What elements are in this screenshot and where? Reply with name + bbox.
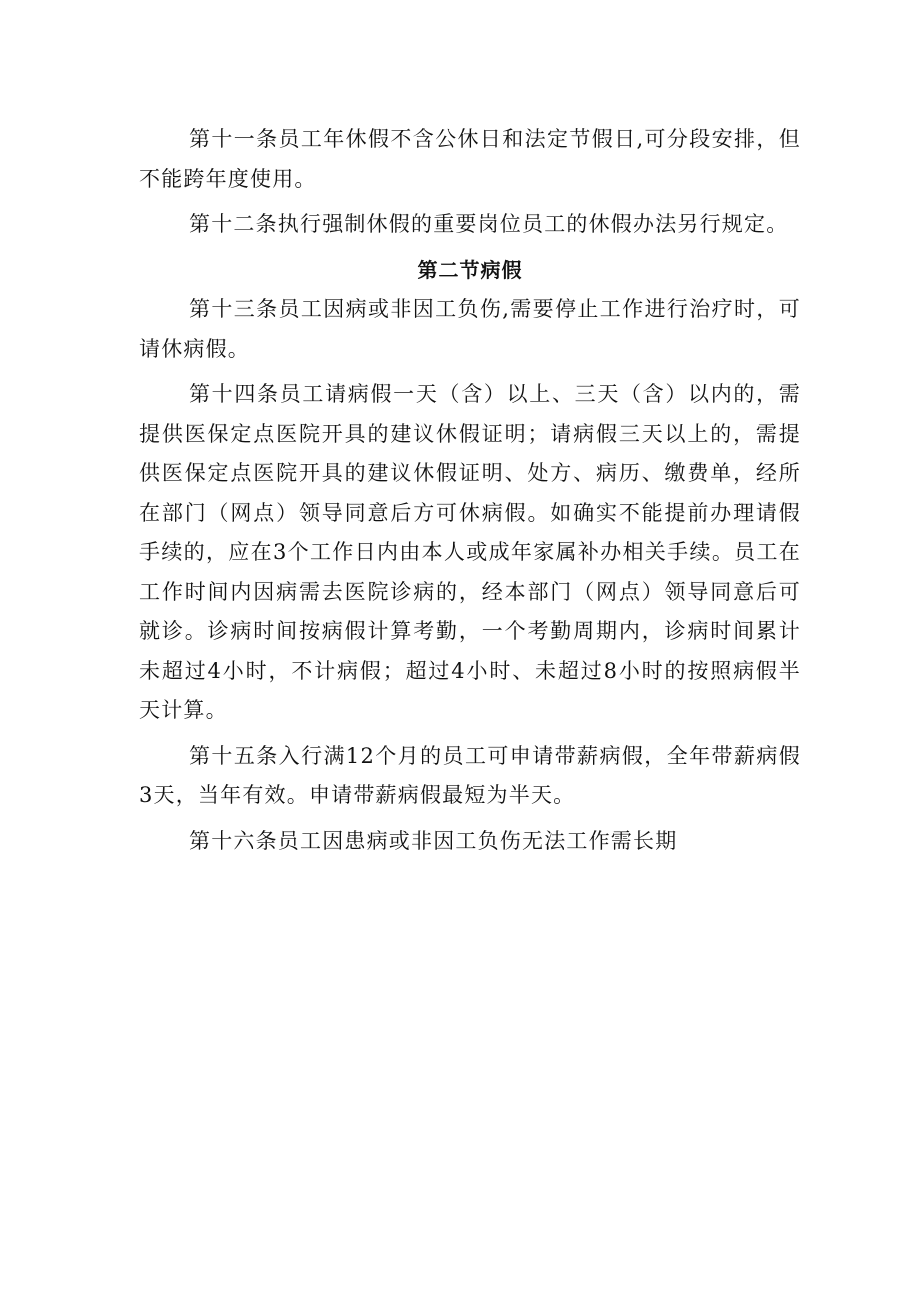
article-15: 第十五条入行满12个月的员工可申请带薪病假，全年带薪病假3天，当年有效。申请带薪病假最短为半天。 [139, 743, 801, 807]
article-12: 第十二条执行强制休假的重要岗位员工的休假办法另行规定。 [189, 212, 789, 236]
article-13: 第十三条员工因病或非因工负伤,需要停止工作进行治疗时，可请休病假。 [139, 297, 801, 361]
document-body [139, 120, 801, 861]
article-16: 第十六条员工因患病或非因工负伤无法工作需长期 [189, 828, 678, 853]
article-11: 第十一条员工年休假不含公休日和法定节假日,可分段安排，但不能跨年度使用。 [139, 127, 801, 191]
section-heading: 第二节病假 [417, 257, 523, 282]
article-14: 第十四条员工请病假一天（含）以上、三天（含）以内的，需提供医保定点医院开具的建议休假证明；请病假三天以上的，需提供医保定点医院开具的建议休假证明、处方、病历、缴费单，经所在部门（网点）领导同意后方可休病假。如确实不能提前办理请假手续的，应在3个工作日内由本人或成年家属补办相关手续。员工在工作时间内因病需去医院诊病的，经本部门（网点）领导同意后可就诊。诊病时间按病假计算考勤，一个考勤周期内，诊病时间累计未超过4小时，不计病假；超过4小时、未超过8小时的按照病假半天计算。 [139, 382, 801, 722]
